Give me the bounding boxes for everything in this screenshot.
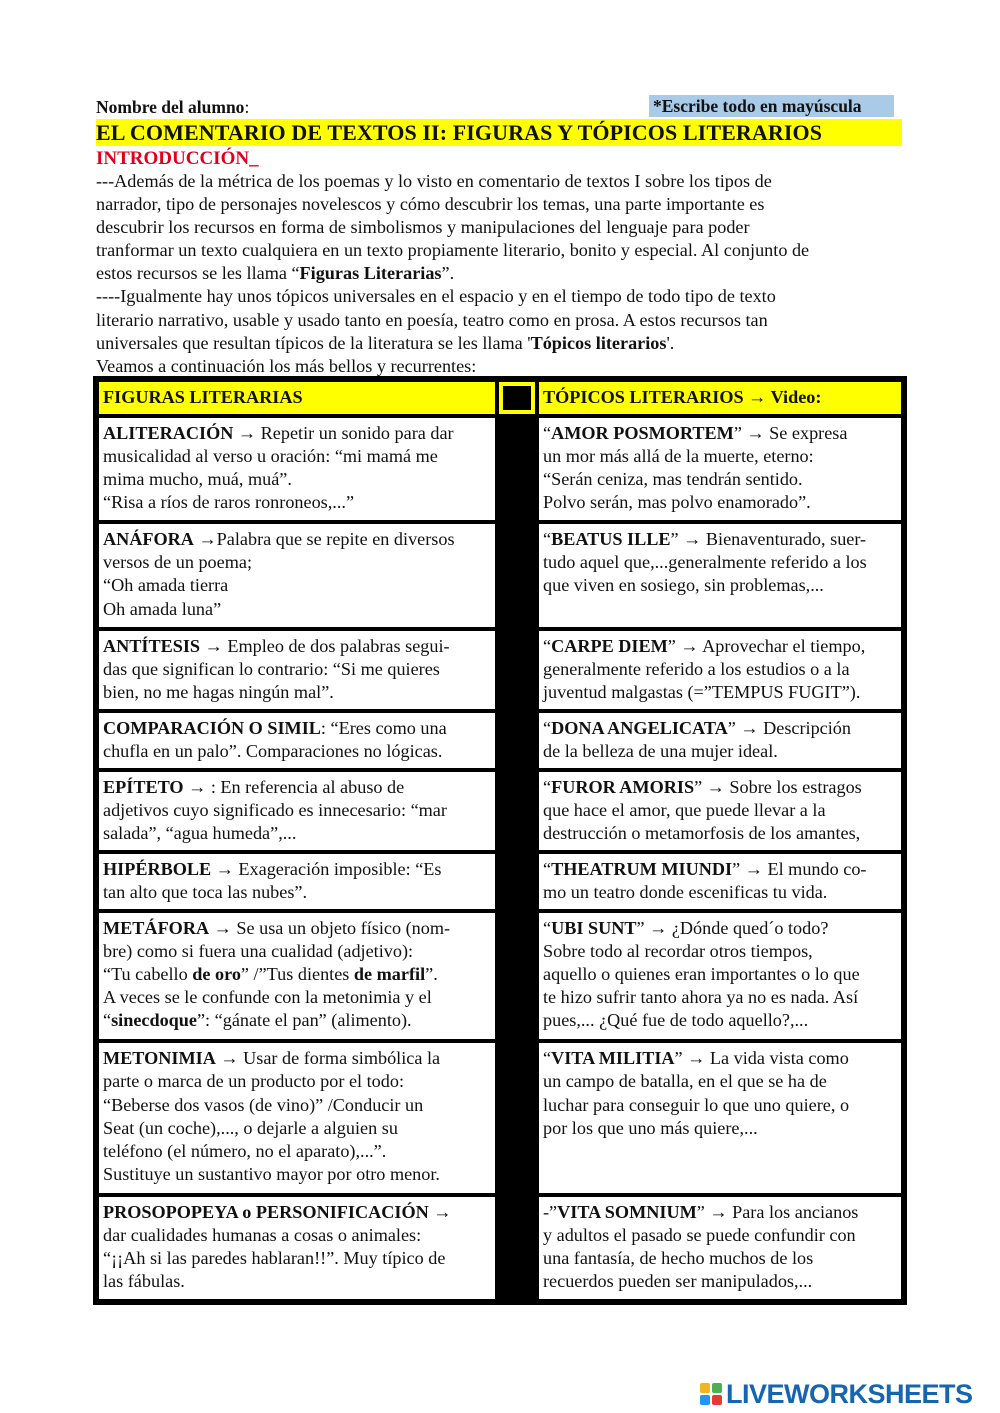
term-text: ” /”Tus dientes <box>240 964 354 985</box>
term-text: parte o marca de un producto por el todo: <box>103 1071 404 1092</box>
term-text: un campo de batalla, en el que se ha de <box>543 1071 827 1092</box>
term-text: mo un teatro donde escenificas tu vida. <box>543 882 828 903</box>
term-text: “ <box>543 1048 552 1069</box>
topico-cell <box>537 770 903 852</box>
term-text: Seat (un coche),..., o dejarle a alguien su <box>103 1117 398 1138</box>
term-name: HIPÉRBOLE <box>103 858 212 879</box>
term-text: adjetivos cuyo significado es innecesario: “mar <box>103 799 447 820</box>
figures-topics-table <box>93 376 907 1305</box>
term-text: A veces se le confunde con la metonimia y el <box>103 987 432 1008</box>
table-row <box>97 1195 903 1301</box>
figura-cell <box>97 1195 497 1301</box>
term-text: pues,... ¿Qué fue de todo aquello?,... <box>543 1010 809 1031</box>
liveworksheets-logo-text: LIVEWORKSHEETS <box>726 1378 973 1409</box>
uppercase-note: *Escribe todo en mayúscula <box>649 95 894 117</box>
term-text: ” → Sobre los estragos <box>694 776 862 797</box>
intro-paragraph-3: Veamos a continuación los más bellos y recurrentes: <box>96 355 477 376</box>
term-text: las fábulas. <box>103 1271 185 1291</box>
term-name: VITA SOMNIUM <box>557 1201 697 1222</box>
header-separator <box>497 380 537 416</box>
figuras-header: FIGURAS LITERARIAS <box>97 380 497 416</box>
intro-line: ----Igualmente hay unos tópicos universales en el espacio y en el tiempo de todo tipo de texto <box>96 286 776 307</box>
table-row <box>97 711 903 770</box>
topico-cell <box>537 522 903 628</box>
term-text: “¡¡Ah si las paredes hablaran!!”. Muy típico de <box>103 1247 446 1268</box>
term-name: ANÁFORA <box>103 529 194 550</box>
term-text: das que significan lo contrario: “Si me quieres <box>103 658 440 679</box>
term-text: “ <box>543 529 552 550</box>
term-text: “ <box>543 717 552 738</box>
term-text: Sobre todo al recordar otros tiempos, <box>543 941 813 962</box>
term-text: juventud malgastas (=”TEMPUS FUGIT”). <box>543 681 861 702</box>
term-text: → : En referencia al abuso de <box>183 776 405 797</box>
column-separator <box>497 522 537 628</box>
term-text: → Repetir un sonido para dar <box>233 423 454 444</box>
term-text: versos de un poema; <box>103 552 252 573</box>
term-text: ”: “gánate el pan” (alimento). <box>196 1010 412 1031</box>
term-text: → <box>428 1201 452 1222</box>
term-text: “ <box>543 858 552 879</box>
logo-square <box>700 1395 710 1405</box>
term-text: luchar para conseguir lo que uno quiere, o <box>543 1094 850 1115</box>
term-text: Oh amada luna” <box>103 598 222 619</box>
term-name: ALITERACIÓN <box>103 423 234 444</box>
table-row <box>97 416 903 522</box>
term-text: y adultos el pasado se puede confundir con <box>543 1224 856 1245</box>
term-name: DONA ANGELICATA <box>551 717 728 738</box>
topico-cell <box>537 911 903 1041</box>
term-text: ” → El mundo co- <box>732 858 867 879</box>
student-name-field[interactable]: Nombre del alumno: <box>96 97 250 117</box>
term-text: que viven en sosiego, sin problemas,... <box>543 575 824 596</box>
figura-cell <box>97 852 497 911</box>
term-text: “Oh amada tierra <box>103 575 229 596</box>
intro-line: literario narrativo, usable y usado tanto en poesía, teatro como en prosa. A estos recursos tan <box>96 309 768 330</box>
column-separator <box>497 416 537 522</box>
term-text: te hizo sufrir tanto ahora ya no es nada. Así <box>543 987 859 1008</box>
term-text: “Tu cabello <box>103 964 193 985</box>
term-name: AMOR POSMORTEM <box>551 423 734 444</box>
term-text: Polvo serán, mas polvo enamorado”. <box>543 492 811 513</box>
term-name: de oro <box>192 964 241 985</box>
term-text: → Empleo de dos palabras segui- <box>200 635 450 656</box>
logo-square <box>712 1395 722 1405</box>
term-text: : “Eres como una <box>320 717 447 738</box>
term-name: UBI SUNT <box>551 918 637 939</box>
term-text: ” → Para los ancianos <box>696 1201 859 1222</box>
term-text: ”. <box>425 964 438 985</box>
worksheet-title: EL COMENTARIO DE TEXTOS II: FIGURAS Y TÓPICOS LITERARIOS <box>96 119 902 146</box>
term-name: METONIMIA <box>103 1048 216 1069</box>
term-text: “ <box>103 1010 112 1031</box>
term-name: sinecdoque <box>111 1010 197 1031</box>
term-text: “Beberse dos vasos (de vino)” /Conducir un <box>103 1094 424 1115</box>
term-text: chufla en un palo”. Comparaciones no lógicas. <box>103 740 443 761</box>
term-text: ” → Descripción <box>727 717 851 738</box>
term-name: VITA MILITIA <box>551 1048 675 1069</box>
term-text: por los que uno más quiere,... <box>543 1117 758 1138</box>
figura-cell <box>97 416 497 522</box>
term-text: bre) como si fuera una cualidad (adjetivo): <box>103 941 414 962</box>
figura-cell <box>97 711 497 770</box>
term-text: tan alto que toca las nubes”. <box>103 882 308 903</box>
term-text: → Se usa un objeto físico (nom- <box>209 918 451 939</box>
intro-line: narrador, tipo de personajes novelescos y cómo descubrir los temas, una parte importante es <box>96 194 765 215</box>
term-text: tudo aquel que,...generalmente referido a los <box>543 552 867 573</box>
term-text: ” → Se expresa <box>733 423 848 444</box>
name-row <box>96 95 906 119</box>
topico-cell <box>537 1195 903 1301</box>
intro-line: descubrir los recursos en forma de simbolismos y manipulaciones del lenguaje para poder <box>96 217 750 238</box>
term-text: recuerdos pueden ser manipulados,... <box>543 1271 813 1291</box>
term-text: musicalidad al verso u oración: “mi mamá me <box>103 446 438 467</box>
column-separator <box>497 770 537 852</box>
term-text: “ <box>543 776 552 797</box>
figura-cell <box>97 911 497 1041</box>
column-separator <box>497 1041 537 1194</box>
term-text: “Serán ceniza, mas tendrán sentido. <box>543 469 803 490</box>
term-text: ” → Bienaventurado, suer- <box>670 529 867 550</box>
term-text: dar cualidades humanas a cosas o animales: <box>103 1224 422 1245</box>
term-text: -” <box>543 1201 558 1222</box>
student-name-label: Nombre del alumno <box>96 97 245 117</box>
term-text: “Risa a ríos de raros ronroneos,...” <box>103 492 355 513</box>
term-text: →Palabra que se repite en diversos <box>193 529 455 550</box>
topico-cell <box>537 1041 903 1194</box>
term-name: PROSOPOPEYA o PERSONIFICACIÓN <box>103 1201 429 1222</box>
term-name: ANTÍTESIS <box>103 635 201 656</box>
column-separator <box>497 711 537 770</box>
term-text: que hace el amor, que puede llevar a la <box>543 799 826 820</box>
term-text: teléfono (el número, no el aparato),...”. <box>103 1140 387 1161</box>
intro-line: tranformar un texto cualquiera en un texto propiamente literario, bonito y especial. Al conjunto de <box>96 240 810 261</box>
term-text: destrucción o metamorfosis de los amantes, <box>543 823 861 843</box>
term-text: ” → Aprovechar el tiempo, <box>667 635 866 656</box>
term-text: mima mucho, muá, muá”. <box>103 469 292 490</box>
intro-paragraph-1: ---Además de la métrica de los poemas y lo visto en comentario de textos I sobre los tipos de narrador, tipo de personajes novelescos y cómo descubrir los temas, una parte importante es descubrir los recursos en forma de simbolismos y manipulaciones del lenguaje para poder tranformar un texto cualquiera en un texto propiamente literario, bonito y especial. Al conjunto de estos recursos se les llama “Figuras Literarias”. <box>96 170 906 285</box>
logo-square <box>712 1383 722 1393</box>
column-separator <box>497 629 537 711</box>
intro-line: ---Además de la métrica de los poemas y lo visto en comentario de textos I sobre los tipos de <box>96 171 772 191</box>
term-name: CARPE DIEM <box>551 635 668 656</box>
intro-paragraph-2: ----Igualmente hay unos tópicos universales en el espacio y en el tiempo de todo tipo de texto literario narrativo, usable y usado tanto en poesía, teatro como en prosa. A estos recursos tan universales que resultan típicos de la literatura se les llama 'Tópicos literarios'. <box>96 285 906 354</box>
topico-cell <box>537 416 903 522</box>
separator-box <box>503 386 531 410</box>
topicos-header[interactable]: TÓPICOS LITERARIOS → Video: <box>537 380 903 416</box>
term-text: bien, no me hagas ningún mal”. <box>103 681 334 702</box>
term-text: ” → La vida vista como <box>674 1048 849 1069</box>
term-text: aquello o quienes eran importantes o lo que <box>543 964 860 985</box>
term-text: “ <box>543 423 552 444</box>
term-name: FUROR AMORIS <box>551 776 695 797</box>
table-row <box>97 522 903 628</box>
liveworksheets-logo <box>700 1379 973 1409</box>
topico-cell <box>537 629 903 711</box>
logo-square <box>700 1383 710 1393</box>
liveworksheets-logo-icon <box>700 1383 722 1405</box>
term-text: → Exageración imposible: “Es <box>211 858 442 879</box>
column-separator <box>497 852 537 911</box>
table-row <box>97 770 903 852</box>
term-name: de marfil <box>353 964 426 985</box>
intro-heading: INTRODUCCIÓN_ <box>96 148 259 169</box>
term-text: “ <box>543 918 552 939</box>
term-text: una fantasía, de hecho muchos de los <box>543 1247 814 1268</box>
figura-cell <box>97 629 497 711</box>
topico-cell <box>537 852 903 911</box>
term-text: “ <box>543 635 552 656</box>
term-name: BEATUS ILLE <box>551 529 671 550</box>
term-text: salada”, “agua humeda”,... <box>103 823 297 843</box>
table-row <box>97 911 903 1041</box>
term-text: un mor más allá de la muerte, eterno: <box>543 446 814 467</box>
column-separator <box>497 911 537 1041</box>
term-text: de la belleza de una mujer ideal. <box>543 740 778 761</box>
term-text: Sustituye un sustantivo mayor por otro menor. <box>103 1163 440 1184</box>
term-name: METÁFORA <box>103 918 210 939</box>
table-row <box>97 1041 903 1194</box>
term-text: → Usar de forma simbólica la <box>215 1048 441 1069</box>
table-row <box>97 852 903 911</box>
term-text: generalmente referido a los estudios o a la <box>543 658 850 679</box>
term-text: ” → ¿Dónde qued´o todo? <box>636 918 829 939</box>
figura-cell <box>97 522 497 628</box>
figura-cell <box>97 1041 497 1194</box>
term-name: THEATRUM MIUNDI <box>551 858 733 879</box>
column-separator <box>497 1195 537 1301</box>
table-row <box>97 629 903 711</box>
figura-cell <box>97 770 497 852</box>
term-name: COMPARACIÓN O SIMIL <box>103 717 321 738</box>
topico-cell <box>537 711 903 770</box>
term-name: EPÍTETO <box>103 776 184 797</box>
worksheet-page <box>96 95 906 378</box>
